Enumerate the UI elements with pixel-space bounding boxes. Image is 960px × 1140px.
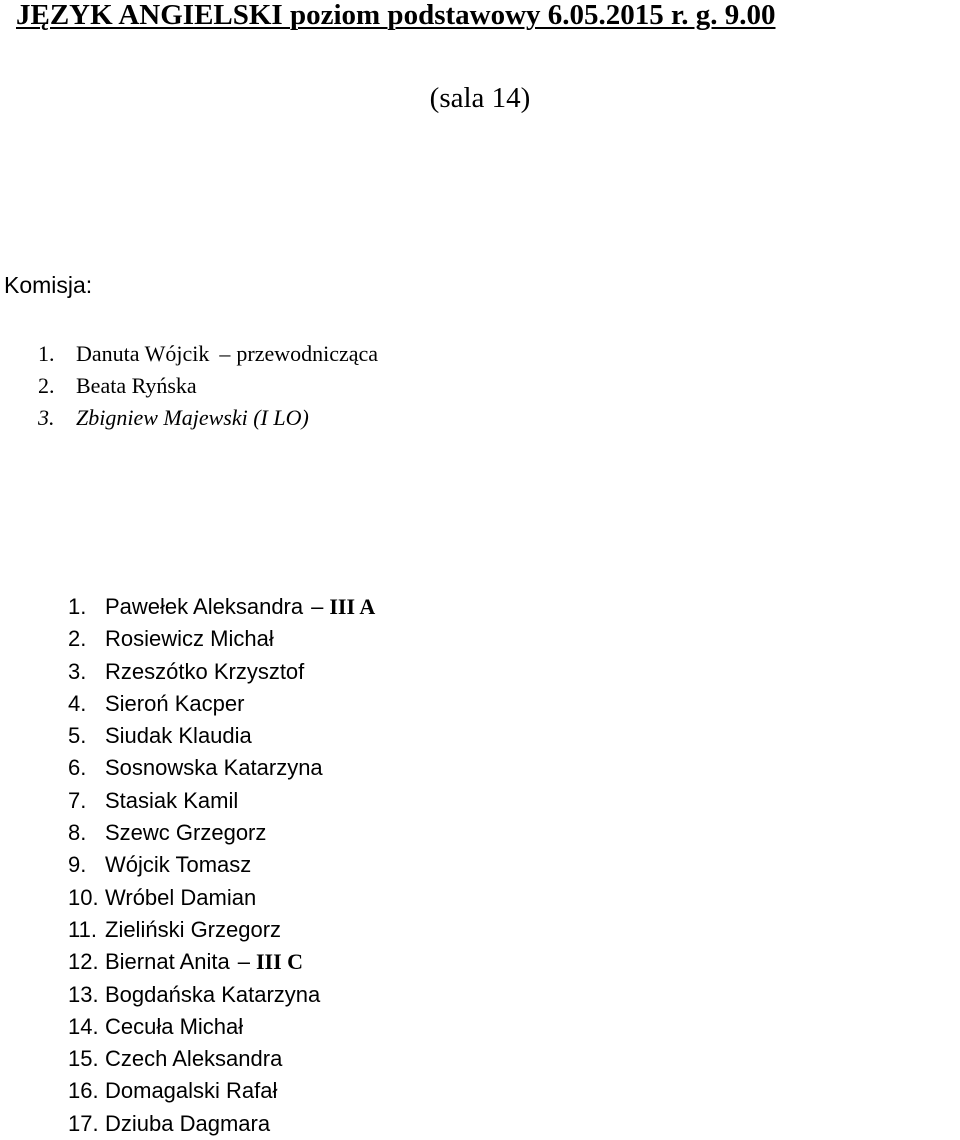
student-class: III C	[256, 949, 304, 975]
student-number: 13.	[68, 981, 99, 1007]
student-name: Stasiak Kamil	[105, 787, 239, 813]
student-number: 6.	[68, 755, 87, 781]
student-number: 14.	[68, 1013, 99, 1039]
commission-member-number: 3.	[38, 405, 55, 430]
student-class: III A	[329, 594, 376, 619]
commission-member-number: 2.	[38, 373, 55, 398]
student-number: 15.	[68, 1046, 99, 1072]
student-number: 10.	[68, 884, 99, 910]
dash-separator: –	[311, 594, 324, 619]
student-name: Szewc Grzegorz	[105, 820, 267, 846]
student-name: Domagalski Rafał	[105, 1078, 278, 1104]
student-number: 11.	[68, 916, 97, 942]
commission-member-name: Danuta Wójcik	[76, 341, 210, 366]
student-number: 12.	[68, 949, 99, 975]
commission-member-name: Beata Ryńska	[76, 373, 197, 398]
document-title: JĘZYK ANGIELSKI poziom podstawowy 6.05.2015 r. g. 9.00	[16, 0, 776, 31]
student-name: Rzeszótko Krzysztof	[105, 658, 305, 684]
student-name: Rosiewicz Michał	[105, 626, 274, 652]
student-number: 9.	[68, 852, 87, 878]
student-name: Biernat Anita	[105, 949, 230, 975]
commission-member-role: przewodnicząca	[236, 341, 379, 366]
dash-separator: –	[237, 949, 250, 975]
student-name: Zieliński Grzegorz	[105, 916, 282, 942]
student-number: 2.	[68, 626, 87, 652]
student-number: 7.	[68, 787, 87, 813]
commission-label: Komisja:	[4, 272, 93, 298]
student-name: Czech Aleksandra	[105, 1046, 283, 1072]
dash-separator: –	[219, 341, 231, 366]
student-name: Siudak Klaudia	[105, 723, 252, 749]
student-number: 16.	[68, 1078, 99, 1104]
student-number: 4.	[68, 690, 87, 716]
exam-room: (sala 14)	[429, 82, 531, 114]
student-name: Wójcik Tomasz	[105, 852, 252, 878]
student-number: 3.	[68, 658, 87, 684]
student-name: Sieroń Kacper	[105, 690, 245, 716]
student-number: 5.	[68, 723, 87, 749]
student-name: Bogdańska Katarzyna	[105, 981, 321, 1007]
student-number: 17.	[68, 1110, 99, 1136]
student-name: Wróbel Damian	[105, 884, 257, 910]
student-number: 8.	[68, 820, 87, 846]
student-number: 1.	[68, 594, 87, 619]
commission-member-name: Zbigniew Majewski (I LO)	[76, 405, 309, 430]
student-name: Cecuła Michał	[105, 1013, 244, 1039]
student-name: Sosnowska Katarzyna	[105, 755, 323, 781]
commission-member-number: 1.	[38, 341, 55, 366]
student-name: Pawełek Aleksandra	[105, 594, 304, 619]
student-name: Dziuba Dagmara	[105, 1110, 271, 1136]
